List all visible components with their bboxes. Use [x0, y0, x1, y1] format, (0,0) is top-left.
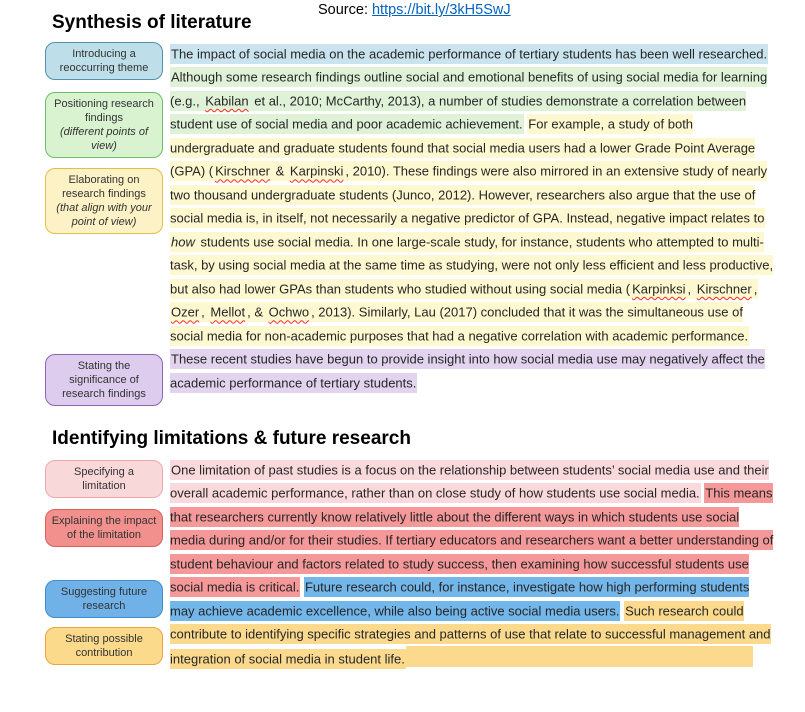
text-segment: Although some research findings outline social and emotional benefits of using social media for learning (e.g.,	[170, 67, 767, 111]
text-segment: This means that researchers currently know relatively little about the different ways in which students use social media during and/or for their studies. If tertiary educators and researchers want a better understanding of student behaviour and factors related to study success, then examining how successful students use social media is critical.	[170, 483, 773, 597]
text-segment: students use social media. In one large-scale study, for instance, students who attempted to multi-task, by using social media at the same time as studying, were not only less efficient and less productive, but also had lower GPAs than students who studied without using social media (	[170, 232, 773, 299]
section-title-synthesis: Synthesis of literature	[52, 12, 252, 33]
label-text-italic: (different points of view)	[59, 126, 149, 153]
misspelled-word: Ozer	[170, 302, 200, 322]
section-body	[0, 458, 805, 710]
misspelled-word: Kirschner	[696, 279, 753, 299]
label-stating-contribution	[45, 627, 163, 665]
text-segment	[406, 646, 753, 667]
text-segment: ,	[753, 279, 759, 299]
text-segment: These recent studies have begun to provide insight into how social media use may negatively affect the academic performance of tertiary students.	[170, 349, 765, 393]
text-segment: , &	[246, 302, 268, 322]
text-segment: ,	[200, 302, 209, 322]
label-text: Stating the significance of research findings	[62, 360, 146, 401]
label-text: Positioning research findings	[54, 98, 154, 125]
misspelled-word: Mellot	[209, 302, 246, 322]
text-segment: ,	[687, 279, 696, 299]
label-explaining-impact	[45, 509, 163, 547]
source-label: Source:	[318, 2, 368, 18]
source-link[interactable]: https://bit.ly/3kH5SwJ	[371, 2, 511, 18]
text-segment: Such research could contribute to identifying specific strategies and patterns of use that relate to successful management and integration of social media in student life.	[170, 601, 771, 670]
misspelled-word: Karpinksi	[631, 279, 686, 299]
text-segment: For example, a study of both undergraduate and graduate students found that social media users had a lower Grade Point Average (GPA) (	[170, 114, 755, 181]
label-text: Introducing a reoccurring theme	[59, 48, 149, 75]
label-text: Explaining the impact of the limitation	[51, 515, 157, 542]
section-body	[0, 42, 805, 426]
label-suggesting-future-research	[45, 580, 163, 618]
text-segment: , 2013). Similarly, Lau (2017) concluded that it was the simultaneous use of social media for non-academic purposes that had a negative correlation with academic performance.	[170, 302, 749, 346]
misspelled-word: Ochwo	[268, 302, 310, 322]
label-text: Specifying a limitation	[74, 466, 134, 493]
text-segment: &	[271, 161, 289, 181]
label-stating-significance	[45, 354, 163, 406]
text-segment: , 2010). These findings were also mirrored in an extensive study of nearly two thousand undergraduate students (Junco, 2012). However, researchers also argue that the use of social media is, in itself, not necessarily a negative predictor of GPA. Instead, negative impact relates to	[170, 161, 767, 228]
label-text-italic: (that align with your point of view)	[56, 202, 152, 229]
label-positioning-findings	[45, 92, 163, 158]
text-segment: One limitation of past studies is a focus on the relationship between students’ social media use and their overall academic performance, rather than on close study of how students use social media.	[170, 460, 769, 504]
misspelled-word: Kirschner	[214, 161, 271, 181]
section-title-limitations: Identifying limitations & future research	[52, 428, 411, 449]
section-limitations	[0, 428, 805, 710]
misspelled-word: Kabilan	[204, 91, 249, 111]
label-text: Stating possible contribution	[65, 633, 143, 660]
label-text: Suggesting future research	[60, 586, 148, 613]
label-introducing-theme	[45, 42, 163, 80]
text-segment: The impact of social media on the academic performance of tertiary students has been well researched.	[170, 44, 768, 64]
annotated-paragraph-synthesis	[170, 42, 774, 395]
text-segment: how	[170, 232, 196, 252]
label-text: Elaborating on research findings	[62, 174, 146, 201]
text-segment: et al., 2010; McCarthy, 2013), a number of studies demonstrate a correlation between student use of social media and poor academic achievement.	[170, 91, 746, 135]
misspelled-word: Karpinski	[289, 161, 344, 181]
label-specifying-limitation	[45, 460, 163, 498]
label-elaborating-findings	[45, 168, 163, 234]
text-segment: Future research could, for instance, investigate how high performing students may achieve academic excellence, while also being active social media users.	[170, 577, 749, 621]
annotated-paragraph-limitations	[170, 458, 774, 671]
section-synthesis	[0, 12, 805, 426]
